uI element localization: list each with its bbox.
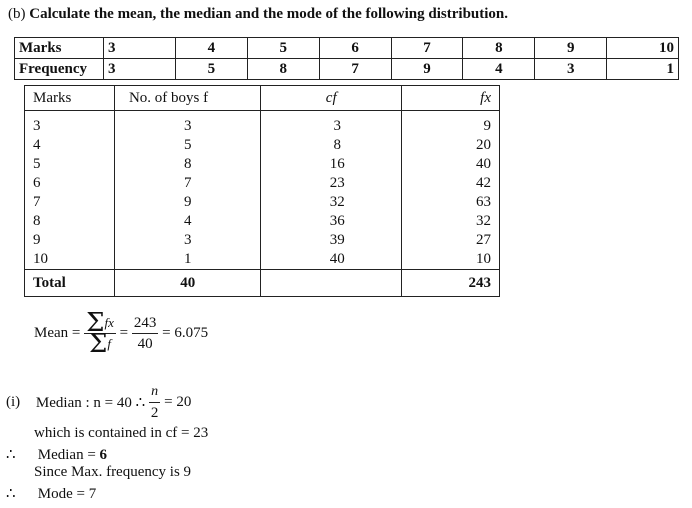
frequency-cell: 8	[247, 59, 319, 80]
distribution-table	[14, 37, 679, 80]
total-fx: 243	[401, 270, 499, 297]
frequency-cell: 3	[104, 59, 176, 80]
mean-result: = 6.075	[162, 325, 209, 341]
working-table-body	[25, 111, 500, 270]
row-marks: 4	[25, 136, 115, 155]
row-f: 4	[114, 212, 261, 231]
n-over-2-fraction	[149, 382, 161, 423]
question-text: Calculate the mean, the median and the mode of the following distribution.	[29, 6, 509, 22]
marks-cell: 4	[175, 38, 247, 59]
header-fx: fx	[401, 86, 499, 111]
question-heading	[8, 6, 508, 23]
row-f: 7	[114, 174, 261, 193]
row-f: 9	[114, 193, 261, 212]
table-row	[25, 193, 500, 212]
frequency-cell: 1	[607, 59, 679, 80]
total-cf	[261, 270, 401, 297]
sigma-symbol: Σ	[86, 308, 105, 338]
median-result: = 20	[164, 394, 192, 410]
header-boys: No. of boys f	[114, 86, 261, 111]
row-cf: 8	[261, 136, 401, 155]
row-cf: 32	[261, 193, 401, 212]
row-marks: 7	[25, 193, 115, 212]
marks-cell: 3	[104, 38, 176, 59]
row-marks: 3	[25, 111, 115, 137]
marks-cell: 5	[247, 38, 319, 59]
row-marks: 8	[25, 212, 115, 231]
working-table-header	[25, 86, 500, 111]
working-table	[24, 85, 500, 297]
row-fx: 9	[401, 111, 499, 137]
mean-denominator: 40	[137, 336, 153, 352]
row-cf: 23	[261, 174, 401, 193]
row-f: 3	[114, 231, 261, 250]
mode-line-2	[6, 484, 96, 503]
median-line-2: which is contained in cf = 23	[34, 425, 209, 441]
question-tag: (b)	[8, 6, 26, 22]
frequency-cell: 5	[175, 59, 247, 80]
marks-cell: 7	[391, 38, 463, 59]
row-f: 8	[114, 155, 261, 174]
row-cf: 3	[261, 111, 401, 137]
row-fx: 32	[401, 212, 499, 231]
row-f: 5	[114, 136, 261, 155]
row-fx: 63	[401, 193, 499, 212]
table-row	[25, 250, 500, 270]
row-cf: 36	[261, 212, 401, 231]
table-row	[25, 136, 500, 155]
row-cf: 39	[261, 231, 401, 250]
header-cf: cf	[261, 86, 401, 111]
sigma-symbol: Σ	[89, 329, 108, 359]
row-f: 3	[114, 111, 261, 137]
frequency-cell: 7	[319, 59, 391, 80]
frequency-row	[15, 59, 679, 80]
total-label: Total	[25, 270, 115, 297]
table-row	[25, 155, 500, 174]
therefore-symbol: ∴	[6, 447, 16, 463]
sum-f: f	[107, 336, 112, 351]
row-cf: 16	[261, 155, 401, 174]
table-row	[25, 111, 500, 137]
therefore-symbol: ∴	[6, 486, 16, 502]
mode-value: Mode = 7	[37, 486, 97, 502]
header-marks: Marks	[25, 86, 115, 111]
row-fx: 40	[401, 155, 499, 174]
table-row	[25, 174, 500, 193]
mean-line	[34, 308, 209, 359]
median-marker: (i)	[6, 394, 21, 410]
mean-value-fraction	[132, 313, 159, 354]
row-marks: 6	[25, 174, 115, 193]
mode-line-1: Since Max. frequency is 9	[34, 464, 192, 480]
median-line	[6, 382, 191, 423]
row-fx: 10	[401, 250, 499, 270]
row-f: 1	[114, 250, 261, 270]
median-label: Median : n = 40 ∴	[35, 395, 146, 411]
row-fx: 42	[401, 174, 499, 193]
n-denominator: 2	[150, 405, 159, 421]
marks-cell: 10	[607, 38, 679, 59]
marks-cell: 9	[535, 38, 607, 59]
row-marks: 10	[25, 250, 115, 270]
marks-row-label: Marks	[15, 38, 104, 59]
n-numerator: n	[149, 382, 161, 403]
table-row	[25, 212, 500, 231]
total-row	[25, 270, 500, 297]
total-f: 40	[114, 270, 261, 297]
row-marks: 5	[25, 155, 115, 174]
mean-label: Mean =	[34, 325, 81, 341]
mean-numerator: 243	[132, 313, 159, 334]
frequency-cell: 9	[391, 59, 463, 80]
row-cf: 40	[261, 250, 401, 270]
marks-cell: 6	[319, 38, 391, 59]
median-line-3	[6, 445, 107, 464]
row-marks: 9	[25, 231, 115, 250]
median-value-label: Median =	[37, 447, 96, 463]
marks-row	[15, 38, 679, 59]
table-row	[25, 231, 500, 250]
mean-sigma-fraction	[84, 308, 116, 359]
median-value: 6	[99, 447, 108, 463]
row-fx: 20	[401, 136, 499, 155]
frequency-cell: 3	[535, 59, 607, 80]
marks-cell: 8	[463, 38, 535, 59]
sum-fx: fx	[104, 315, 114, 330]
frequency-cell: 4	[463, 59, 535, 80]
frequency-row-label: Frequency	[15, 59, 104, 80]
row-fx: 27	[401, 231, 499, 250]
mean-equals: =	[119, 325, 129, 341]
